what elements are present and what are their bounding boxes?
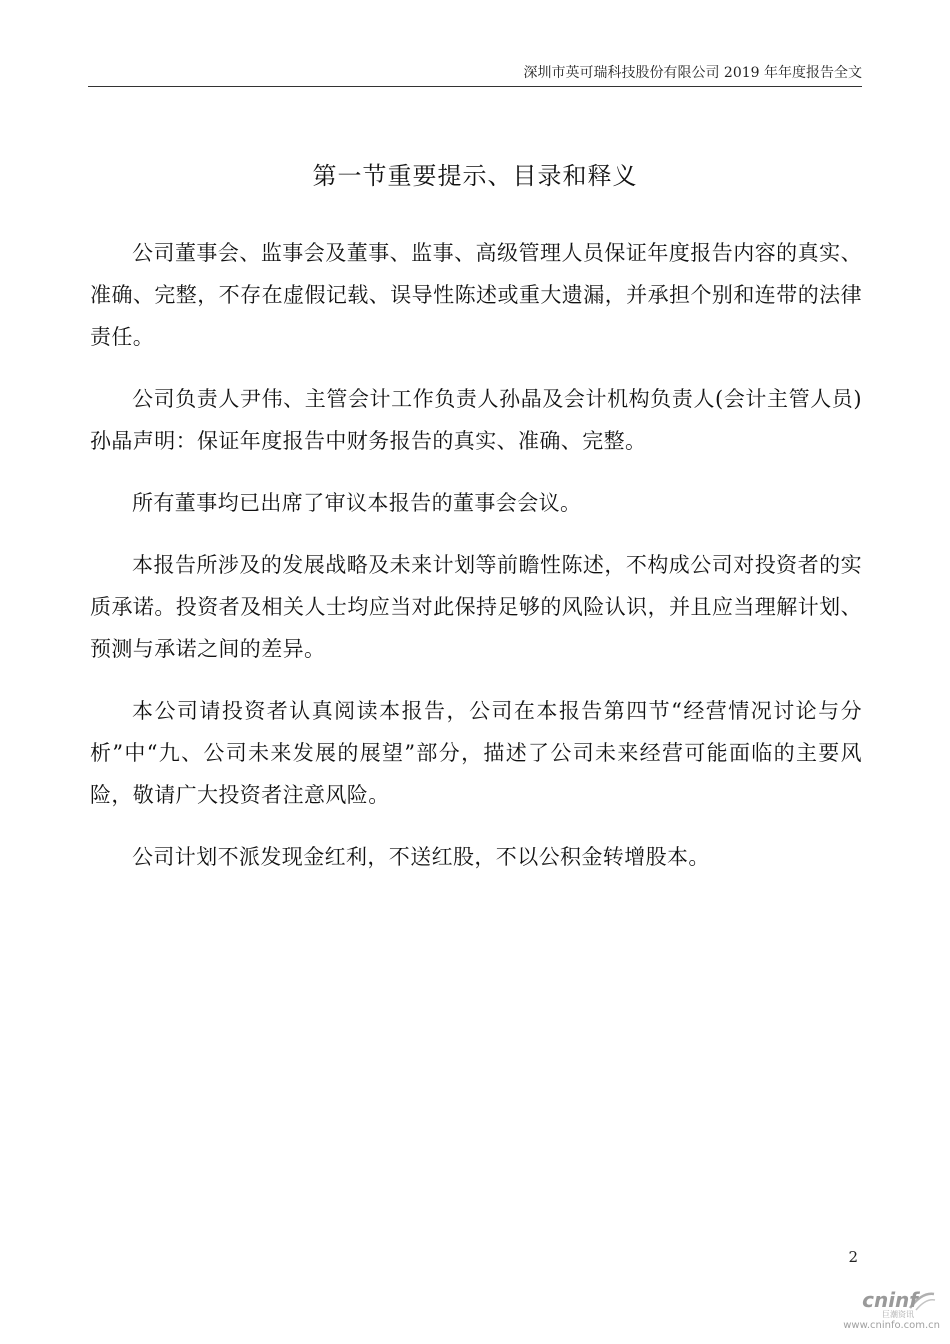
paragraph-forward-looking: 本报告所涉及的发展战略及未来计划等前瞻性陈述，不构成公司对投资者的实质承诺。投资者及相关人士均应当对此保持足够的风险认识，并且应当理解计划、预测与承诺之间的差异。 — [90, 553, 862, 661]
header-divider — [88, 86, 862, 87]
cninfo-logo-text: cninf — [862, 1288, 918, 1312]
cninfo-subtitle: 巨潮资讯 — [882, 1310, 914, 1319]
running-header: 深圳市英可瑞科技股份有限公司 2019 年年度报告全文 — [523, 65, 862, 81]
cninfo-watermark — [844, 1288, 940, 1336]
paragraph-director-attendance: 所有董事均已出席了审议本报告的董事会会议。 — [132, 491, 582, 515]
section-title: 第一节重要提示、目录和释义 — [312, 162, 638, 190]
paragraph-risk-notice: 本公司请投资者认真阅读本报告，公司在本报告第四节“经营情况讨论与分析”中“九、公司未来发展的展望”部分，描述了公司未来经营可能面临的主要风险，敬请广大投资者注意风险。 — [90, 699, 862, 807]
paragraph-officer-statement: 公司负责人尹伟、主管会计工作负责人孙晶及会计机构负责人(会计主管人员)孙晶声明：保证年度报告中财务报告的真实、准确、完整。 — [90, 387, 862, 453]
paragraph-dividend-plan: 公司计划不派发现金红利，不送红股，不以公积金转增股本。 — [132, 845, 710, 869]
paragraph-board-guarantee: 公司董事会、监事会及董事、监事、高级管理人员保证年度报告内容的真实、准确、完整，不存在虚假记载、误导性陈述或重大遗漏，并承担个别和连带的法律责任。 — [90, 241, 862, 349]
body-text — [90, 232, 862, 898]
cninfo-url: www.cninfo.com.cn — [843, 1320, 940, 1331]
page-number: 2 — [848, 1248, 858, 1266]
